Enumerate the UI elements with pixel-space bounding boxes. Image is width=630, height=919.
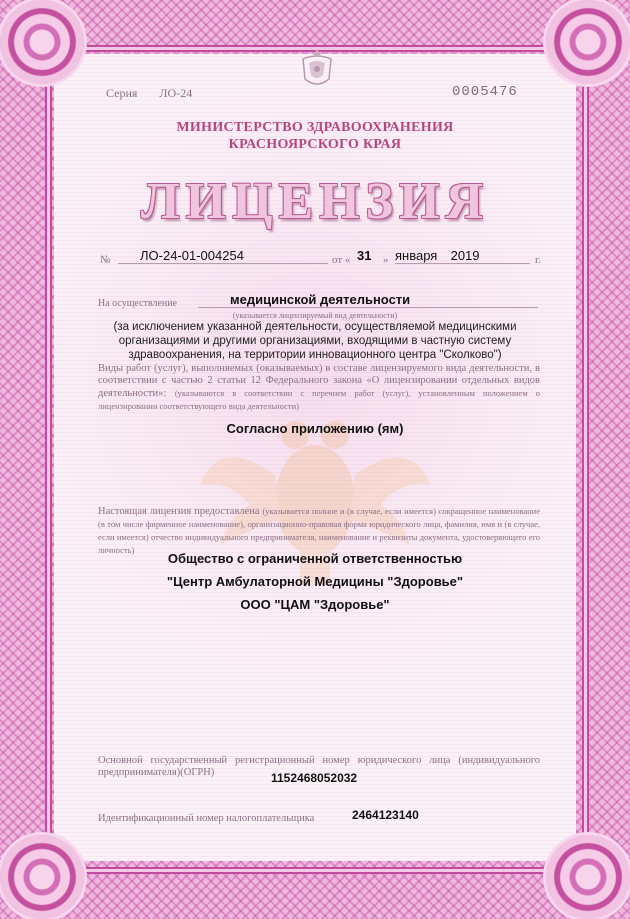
number-sign: № xyxy=(100,254,111,266)
series-value: ЛО-24 xyxy=(159,86,193,100)
activity-label: На осуществление xyxy=(98,298,178,309)
license-month: января xyxy=(395,248,438,263)
year-suffix: г. xyxy=(535,254,542,266)
rosette-icon xyxy=(546,835,630,919)
works-text: Виды работ (услуг), выполняемых (оказываемых) в составе лицензируемого вида деятельности, в соответствии с частью 2 статьи 12 Федерального закона «О лицензировании отдельных видов деятельности»: xyxy=(98,363,540,399)
page-title: ЛИЦЕНЗИЯ xyxy=(140,173,490,230)
licensee-short-name: ООО "ЦАМ "Здоровье" xyxy=(240,597,390,612)
ministry-line-1: МИНИСТЕРСТВО ЗДРАВООХРАНЕНИЯ xyxy=(176,120,454,135)
rosette-icon xyxy=(0,0,84,84)
works-value: Согласно приложению (ям) xyxy=(226,421,404,436)
license-day: 31 xyxy=(357,248,372,263)
licensee-label: Настоящая лицензия предоставлена xyxy=(98,506,260,517)
ministry-line-2: КРАСНОЯРСКОГО КРАЯ xyxy=(228,137,402,152)
licensee-hint: (указывается полное и (в случае, если имеется) сокращенное наименование (в том числе фирменное наименование), организационно-правовая форма юридического лица, фамилия, имя и (в случае, если имеется) отчество индивидуального предпринимателя, наименование и реквизиты документа, удостоверяющего его личность) xyxy=(98,506,541,555)
license-number: ЛО-24-01-004254 xyxy=(118,248,328,264)
quote-close: » xyxy=(383,254,389,266)
coat-of-arms-icon xyxy=(297,45,337,93)
inn-value: 2464123140 xyxy=(352,808,419,822)
ogrn-value: 1152468052032 xyxy=(271,771,358,785)
activity-exclusion: (за исключением указанной деятельности, осуществляемой медицинскими организациями и другими организациями, входящими в частную систему здравоохранения, на территории инновационного центра "Сколково") xyxy=(113,321,517,361)
rosette-icon xyxy=(0,835,84,919)
activity-hint: (указывается лицензируемый вид деятельности) xyxy=(232,311,398,320)
licensee-name-2: "Центр Амбулаторной Медицины "Здоровье" xyxy=(166,574,464,589)
date-prefix: от xyxy=(332,254,343,266)
activity-value: медицинской деятельности xyxy=(198,292,538,308)
blank-number: 0005476 xyxy=(452,84,518,100)
series-label: Серия xyxy=(106,86,138,100)
ogrn-label: Основной государственный регистрационный номер юридического лица (индивидуального предпринимателя)(ОГРН) xyxy=(98,755,540,778)
quote-open: « xyxy=(344,254,351,266)
inn-label: Идентификационный номер налогоплательщика xyxy=(98,813,315,824)
licensee-name-1: Общество с ограниченной ответственностью xyxy=(167,551,463,566)
works-hint: (указываются в соответствии с перечнем работ (услуг), установленным положением о лицензировании соответствующего вида деятельности) xyxy=(98,388,540,411)
license-year: 2019 xyxy=(450,248,480,263)
rosette-icon xyxy=(546,0,630,84)
